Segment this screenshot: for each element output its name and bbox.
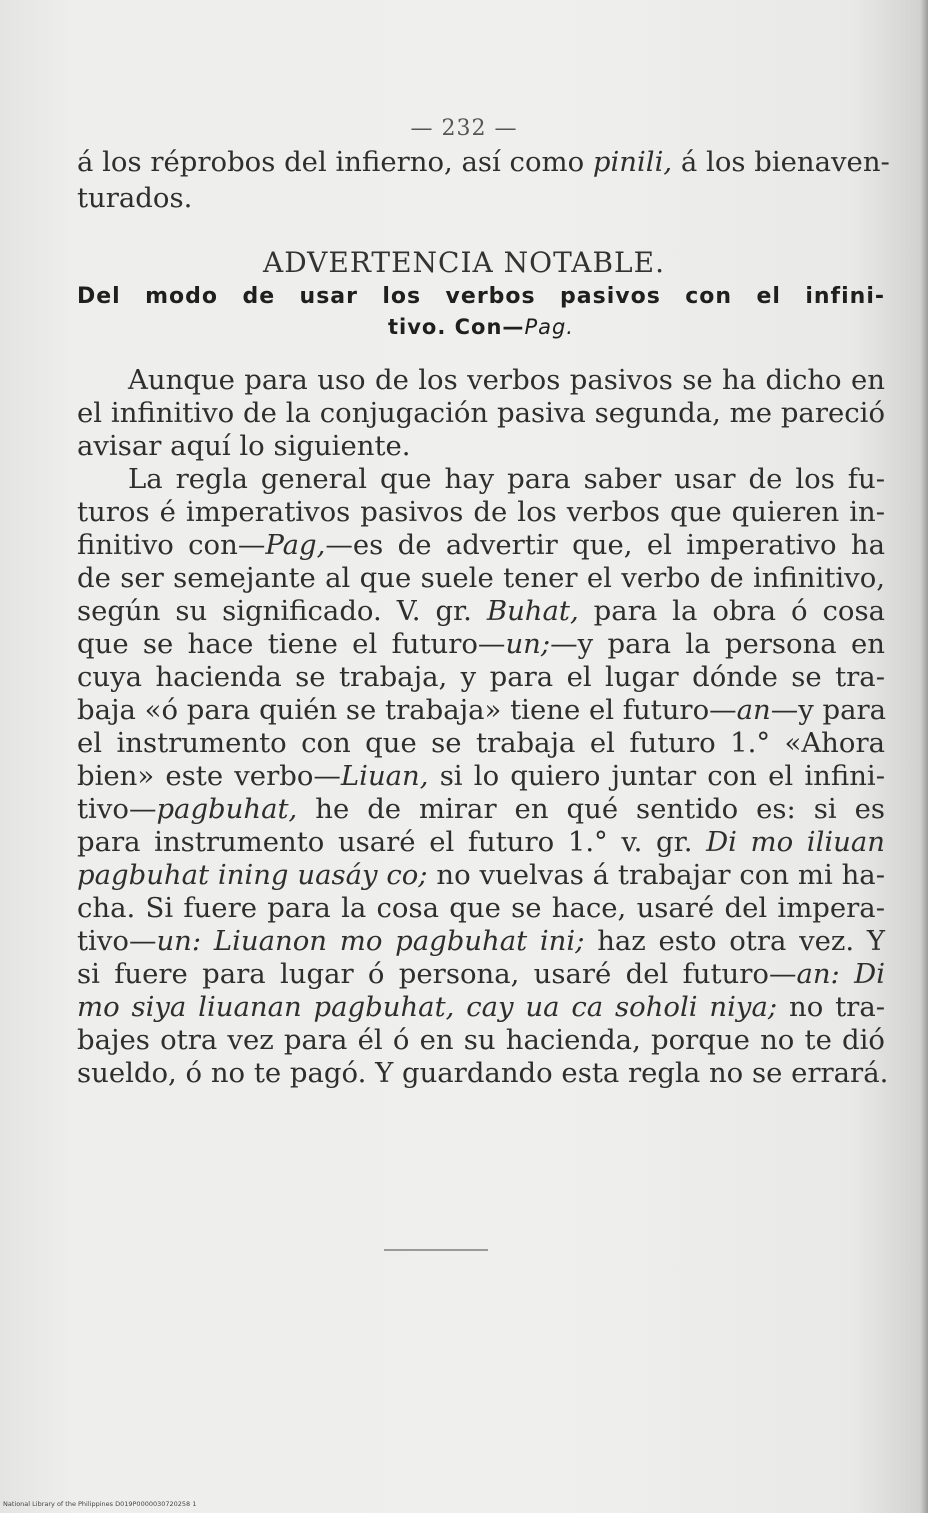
page-edge-shadow: [920, 0, 928, 1513]
text-line: bien» este verbo—Liuan, si lo quiero juntar con el infini-: [77, 760, 885, 792]
text-line: pagbuhat ining uasáy co; no vuelvas á trabajar con mi ha-: [77, 859, 885, 891]
text-line: mo siya liuanan pagbuhat, cay ua ca soholi niya; no tra-: [77, 991, 886, 1023]
text-line: turados.: [77, 182, 193, 214]
text-line: avisar aquí lo siguiente.: [77, 430, 411, 462]
end-rule: [384, 1249, 488, 1251]
text-line: baja «ó para quién se trabaja» tiene el futuro—an—y para: [77, 694, 887, 726]
text-line: á los réprobos del infierno, así como pinili, á los bienaven-: [77, 146, 890, 178]
text-line: si fuere para lugar ó persona, usaré del futuro—an: Di: [77, 958, 885, 990]
text-line: tivo—un: Liuanon mo pagbuhat ini; haz esto otra vez. Y: [77, 925, 886, 957]
text-line: turos é imperativos pasivos de los verbos que quieren in-: [77, 496, 885, 528]
page-number: — 232 —: [410, 116, 518, 141]
text-line: el infinitivo de la conjugación pasiva segunda, me pareció: [77, 397, 885, 429]
text-line: que se hace tiene el futuro—un;—y para la persona en: [77, 628, 885, 660]
text-line: La regla general que hay para saber usar de los fu-: [128, 463, 885, 495]
text-line: cha. Si fuere para la cosa que se hace, usaré del impera-: [77, 892, 885, 924]
text-line: para instrumento usaré el futuro 1.° v. gr. Di mo iliuan: [77, 826, 885, 858]
scan-footer: National Library of the Philippines D019P0000030720258 1: [3, 1500, 197, 1508]
section-heading: ADVERTENCIA NOTABLE.: [263, 246, 665, 279]
text-line: de ser semejante al que suele tener el verbo de infinitivo,: [77, 562, 885, 594]
text-line: finitivo con—Pag,—es de advertir que, el imperativo ha: [77, 529, 885, 561]
text-line: sueldo, ó no te pagó. Y guardando esta regla no se errará.: [77, 1057, 889, 1089]
text-line: Aunque para uso de los verbos pasivos se ha dicho en: [128, 364, 885, 396]
text-line: tivo—pagbuhat, he de mirar en qué sentido es: si es: [77, 793, 885, 825]
subheading-line: Del modo de usar los verbos pasivos con el infini-: [77, 284, 885, 309]
text-line: el instrumento con que se trabaja el futuro 1.° «Ahora: [77, 727, 885, 759]
text-line: según su significado. V. gr. Buhat, para la obra ó cosa: [77, 595, 885, 627]
subheading-line: tivo. Con—Pag.: [388, 315, 574, 339]
text-line: bajes otra vez para él ó en su hacienda, porque no te dió: [77, 1024, 885, 1056]
text-line: cuya hacienda se trabaja, y para el lugar dónde se tra-: [77, 661, 885, 693]
